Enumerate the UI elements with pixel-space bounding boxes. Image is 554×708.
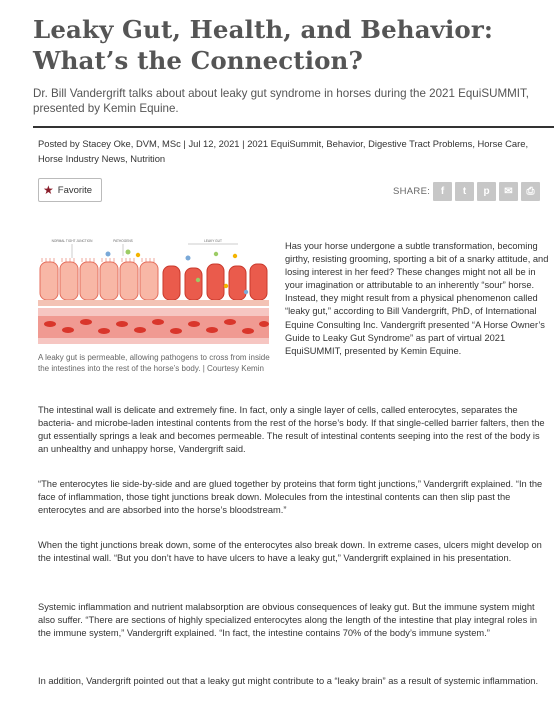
share-label: SHARE:	[393, 186, 431, 197]
figure-label-leaky: LEAKY GUT	[204, 239, 222, 243]
category-link[interactable]: Behavior	[326, 138, 363, 149]
figure-label-pathogens: PATHOGENS	[113, 239, 133, 243]
title-divider	[33, 126, 554, 128]
intro-paragraph: Has your horse undergone a subtle transformation, becoming girthy, resisting grooming, sporting a bit of a snarky attitude, and losing interest in her feed? These changes might not all be in your imagination or attributable to an inherently “sour” horse. Instead, they might result from a physical phenomenon called “leaky gut,” according to Bill Vandergrift, PhD, of International Equine Consulting Inc. Vandergrift presented “A Horse Owner’s Guide to Leaky Gut Syndrome” as part of virtual 2021 EquiSUMMIT, presented by Kemin Equine.	[285, 241, 549, 356]
article-title: Leaky Gut, Health, and Behavior: What’s the Connection?	[33, 15, 494, 75]
favorite-label: Favorite	[57, 184, 93, 196]
facebook-icon[interactable]: f	[433, 182, 452, 201]
author-link[interactable]: Stacey Oke, DVM, MSc	[82, 138, 181, 149]
category-link[interactable]: 2021 EquiSummit	[247, 138, 322, 149]
figure-caption: A leaky gut is permeable, allowing pathogens to cross from inside the intestines into the rest of the horse’s body. | Courtesy Kemin	[38, 353, 270, 373]
star-icon: ★	[43, 183, 54, 197]
category-link[interactable]: Horse Care	[477, 138, 526, 149]
category-link[interactable]: Digestive Tract Problems	[368, 138, 473, 149]
leaky-gut-illustration	[38, 236, 269, 349]
article-subtitle: Dr. Bill Vandergrift talks about about leaky gut syndrome in horses during the 2021 EquiSUMMIT, presented by Kemin Equine.	[33, 87, 529, 115]
byline-prefix: Posted by	[38, 138, 83, 149]
category-link[interactable]: Nutrition	[130, 152, 166, 164]
share-icons	[433, 182, 540, 201]
category-link[interactable]: Horse Industry News	[38, 152, 126, 164]
body-paragraph-4: Systemic inflammation and nutrient malabsorption are obvious consequences of leaky gut. But the immune system might also suffer. “There are sections of highly specialized enterocytes along the length of the intestine that play integral roles in the immune system,” Vandergrift explained. “In fact, the intestine contains 70% of the body’s immune system.”	[38, 602, 538, 639]
body-paragraph-3: When the tight junctions break down, some of the enterocytes also break down. In extreme cases, ulcers might develop on the intestinal wall. “But you don’t have to have ulcers to have a leaky gut,” Vandergrift explained in his presentation.	[38, 540, 542, 564]
email-icon[interactable]: ✉	[499, 182, 518, 201]
favorite-button[interactable]	[38, 178, 102, 202]
body-paragraph-5: In addition, Vandergrift pointed out that a leaky gut might contribute to a “leaky brain” as a result of systemic inflammation.	[38, 676, 539, 686]
body-paragraph-1: The intestinal wall is delicate and extremely fine. In fact, only a single layer of cells, called enterocytes, separates the bacteria- and microbe-laden intestinal contents from the rest of the horse’s body. If that single-celled barrier falters, then the gut essentially springs a leak and becomes permeable. The result of intestinal contents seeping into the rest of the body is an unhealthy and unhappy horse, Vandergrift said.	[38, 405, 545, 455]
byline: Posted by Stacey Oke, DVM, MSc | Jul 12, 2021 | 2021 EquiSummit, Behavior, Digestive Tract Problems, Horse Care, Horse Industry News, Nutrition	[38, 138, 529, 164]
body-paragraph-2: “The enterocytes lie side-by-side and are glued together by proteins that form tight junctions,” Vandergrift explained. “In the face of inflammation, those tight junctions break down. Molecules from the intestinal contents can then slip past the enterocytes and are absorbed into the horse’s bloodstream.”	[38, 479, 543, 516]
print-icon[interactable]: ⎙	[521, 182, 540, 201]
figure-label-normal: NORMAL TIGHT JUNCTION	[51, 239, 93, 243]
post-date: Jul 12, 2021	[188, 138, 240, 149]
pinterest-icon[interactable]: p	[477, 182, 496, 201]
twitter-icon[interactable]: t	[455, 182, 474, 201]
category-list: 2021 EquiSummit, Behavior, Digestive Tract Problems, Horse Care, Horse Industry News, Nutrition	[38, 138, 529, 164]
